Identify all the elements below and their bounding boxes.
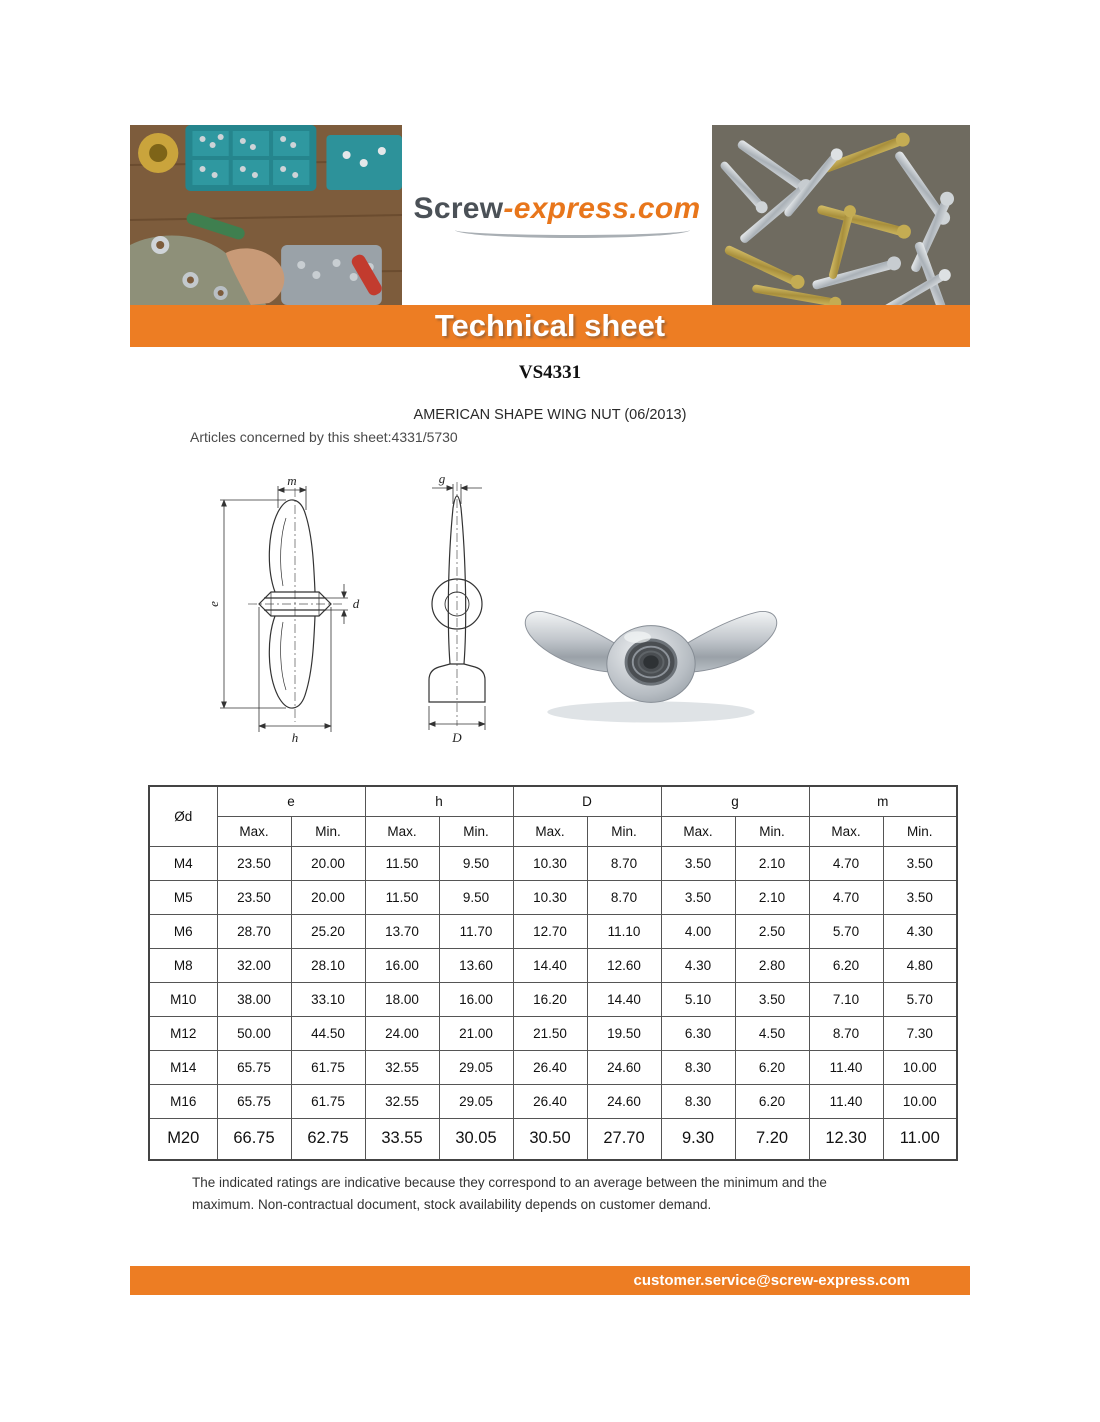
table-corner-cell: Ød xyxy=(149,786,217,846)
size-cell: M16 xyxy=(149,1084,217,1118)
size-cell: M20 xyxy=(149,1118,217,1160)
table-subheader: Max. xyxy=(513,816,587,846)
value-cell: 23.50 xyxy=(217,880,291,914)
value-cell: 11.10 xyxy=(587,914,661,948)
table-subheader: Min. xyxy=(291,816,365,846)
value-cell: 18.00 xyxy=(365,982,439,1016)
value-cell: 5.10 xyxy=(661,982,735,1016)
table-subheader: Min. xyxy=(587,816,661,846)
value-cell: 11.50 xyxy=(365,880,439,914)
header-photo-screw-pile xyxy=(712,125,970,305)
value-cell: 16.00 xyxy=(365,948,439,982)
value-cell: 3.50 xyxy=(735,982,809,1016)
value-cell: 23.50 xyxy=(217,846,291,880)
dim-label-e: e xyxy=(206,601,221,607)
value-cell: 32.55 xyxy=(365,1050,439,1084)
footer-email: customer.service@screw-express.com xyxy=(633,1272,910,1289)
value-cell: 10.00 xyxy=(883,1050,957,1084)
table-subheader: Min. xyxy=(735,816,809,846)
value-cell: 28.10 xyxy=(291,948,365,982)
note-text: The indicated ratings are indicative because they correspond to an average between the minimum and the maximum. Non-contractual document, stock availability depends on customer demand. xyxy=(192,1175,827,1213)
table-subheader: Min. xyxy=(439,816,513,846)
value-cell: 24.00 xyxy=(365,1016,439,1050)
value-cell: 11.70 xyxy=(439,914,513,948)
table-row xyxy=(149,982,957,1016)
value-cell: 61.75 xyxy=(291,1050,365,1084)
table-row xyxy=(149,914,957,948)
value-cell: 5.70 xyxy=(809,914,883,948)
logo xyxy=(414,192,701,226)
value-cell: 33.10 xyxy=(291,982,365,1016)
value-cell: 32.00 xyxy=(217,948,291,982)
value-cell: 11.40 xyxy=(809,1050,883,1084)
value-cell: 12.30 xyxy=(809,1118,883,1160)
value-cell: 4.70 xyxy=(809,846,883,880)
table-subheader: Max. xyxy=(365,816,439,846)
value-cell: 13.70 xyxy=(365,914,439,948)
value-cell: 6.30 xyxy=(661,1016,735,1050)
size-cell: M8 xyxy=(149,948,217,982)
table-subheader: Min. xyxy=(883,816,957,846)
value-cell: 13.60 xyxy=(439,948,513,982)
value-cell: 9.30 xyxy=(661,1118,735,1160)
value-cell: 3.50 xyxy=(661,846,735,880)
size-cell: M4 xyxy=(149,846,217,880)
value-cell: 8.70 xyxy=(809,1016,883,1050)
value-cell: 14.40 xyxy=(587,982,661,1016)
logo-swoosh xyxy=(455,222,690,238)
value-cell: 8.30 xyxy=(661,1050,735,1084)
value-cell: 24.60 xyxy=(587,1084,661,1118)
front-view-drawing xyxy=(190,474,370,744)
value-cell: 16.00 xyxy=(439,982,513,1016)
value-cell: 20.00 xyxy=(291,846,365,880)
value-cell: 30.50 xyxy=(513,1118,587,1160)
value-cell: 25.20 xyxy=(291,914,365,948)
articles-line: Articles concerned by this sheet:4331/5730 xyxy=(190,429,458,445)
logo-text-screw: Screw xyxy=(413,192,504,225)
banner-title: Technical sheet xyxy=(434,308,666,343)
value-cell: 11.40 xyxy=(809,1084,883,1118)
value-cell: 2.10 xyxy=(735,846,809,880)
banner xyxy=(130,305,970,347)
value-cell: 65.75 xyxy=(217,1050,291,1084)
value-cell: 29.05 xyxy=(439,1084,513,1118)
value-cell: 11.00 xyxy=(883,1118,957,1160)
table-group-header: h xyxy=(365,786,513,816)
value-cell: 7.20 xyxy=(735,1118,809,1160)
side-view-drawing xyxy=(402,474,512,744)
value-cell: 30.05 xyxy=(439,1118,513,1160)
value-cell: 24.60 xyxy=(587,1050,661,1084)
value-cell: 2.80 xyxy=(735,948,809,982)
footer-bar xyxy=(130,1266,970,1295)
value-cell: 29.05 xyxy=(439,1050,513,1084)
value-cell: 16.20 xyxy=(513,982,587,1016)
size-cell: M14 xyxy=(149,1050,217,1084)
table-group-header: m xyxy=(809,786,957,816)
value-cell: 5.70 xyxy=(883,982,957,1016)
value-cell: 14.40 xyxy=(513,948,587,982)
value-cell: 21.50 xyxy=(513,1016,587,1050)
value-cell: 12.60 xyxy=(587,948,661,982)
value-cell: 6.20 xyxy=(809,948,883,982)
value-cell: 26.40 xyxy=(513,1050,587,1084)
table-row xyxy=(149,846,957,880)
value-cell: 26.40 xyxy=(513,1084,587,1118)
screw-pile-image xyxy=(712,125,970,305)
value-cell: 6.20 xyxy=(735,1050,809,1084)
table-group-header: e xyxy=(217,786,365,816)
value-cell: 8.70 xyxy=(587,880,661,914)
value-cell: 2.10 xyxy=(735,880,809,914)
dim-label-m: m xyxy=(287,474,297,488)
value-cell: 9.50 xyxy=(439,846,513,880)
value-cell: 8.30 xyxy=(661,1084,735,1118)
table-subheader: Max. xyxy=(217,816,291,846)
value-cell: 9.50 xyxy=(439,880,513,914)
size-cell: M6 xyxy=(149,914,217,948)
workbench-image xyxy=(130,125,402,305)
spec-table-head xyxy=(149,786,957,846)
drawings-section xyxy=(170,468,850,768)
value-cell: 4.70 xyxy=(809,880,883,914)
table-group-header: g xyxy=(661,786,809,816)
table-subheader: Max. xyxy=(661,816,735,846)
table-group-header: D xyxy=(513,786,661,816)
value-cell: 32.55 xyxy=(365,1084,439,1118)
value-cell: 3.50 xyxy=(883,880,957,914)
value-cell: 4.30 xyxy=(883,914,957,948)
value-cell: 10.30 xyxy=(513,880,587,914)
value-cell: 6.20 xyxy=(735,1084,809,1118)
value-cell: 11.50 xyxy=(365,846,439,880)
dim-label-g: g xyxy=(438,474,446,486)
value-cell: 19.50 xyxy=(587,1016,661,1050)
dim-label-d: d xyxy=(352,596,360,611)
value-cell: 44.50 xyxy=(291,1016,365,1050)
table-subheader: Max. xyxy=(809,816,883,846)
value-cell: 7.10 xyxy=(809,982,883,1016)
value-cell: 33.55 xyxy=(365,1118,439,1160)
value-cell: 21.00 xyxy=(439,1016,513,1050)
table-row xyxy=(149,880,957,914)
table-row xyxy=(149,1050,957,1084)
value-cell: 38.00 xyxy=(217,982,291,1016)
value-cell: 4.30 xyxy=(661,948,735,982)
value-cell: 4.80 xyxy=(883,948,957,982)
value-cell: 20.00 xyxy=(291,880,365,914)
value-cell: 65.75 xyxy=(217,1084,291,1118)
value-cell: 62.75 xyxy=(291,1118,365,1160)
value-cell: 12.70 xyxy=(513,914,587,948)
table-row xyxy=(149,1084,957,1118)
value-cell: 4.50 xyxy=(735,1016,809,1050)
table-row xyxy=(149,1118,957,1160)
value-cell: 50.00 xyxy=(217,1016,291,1050)
logo-area xyxy=(402,125,712,305)
dim-label-D: D xyxy=(452,730,462,744)
value-cell: 10.00 xyxy=(883,1084,957,1118)
logo-text-express: -express.com xyxy=(503,192,701,225)
value-cell: 4.00 xyxy=(661,914,735,948)
document-title: AMERICAN SHAPE WING NUT (06/2013) xyxy=(413,407,687,423)
value-cell: 8.70 xyxy=(587,846,661,880)
value-cell: 3.50 xyxy=(883,846,957,880)
value-cell: 10.30 xyxy=(513,846,587,880)
size-cell: M10 xyxy=(149,982,217,1016)
header-band xyxy=(130,125,970,305)
value-cell: 28.70 xyxy=(217,914,291,948)
size-cell: M12 xyxy=(149,1016,217,1050)
spec-table-body xyxy=(149,846,957,1160)
spec-table xyxy=(148,785,958,1161)
value-cell: 27.70 xyxy=(587,1118,661,1160)
dim-label-h: h xyxy=(291,730,299,744)
table-row xyxy=(149,948,957,982)
document-code: VS4331 xyxy=(518,362,582,383)
wing-nut-photo xyxy=(506,568,796,736)
table-row xyxy=(149,1016,957,1050)
header-photo-workbench xyxy=(130,125,402,305)
value-cell: 61.75 xyxy=(291,1084,365,1118)
size-cell: M5 xyxy=(149,880,217,914)
value-cell: 2.50 xyxy=(735,914,809,948)
value-cell: 7.30 xyxy=(883,1016,957,1050)
value-cell: 3.50 xyxy=(661,880,735,914)
value-cell: 66.75 xyxy=(217,1118,291,1160)
